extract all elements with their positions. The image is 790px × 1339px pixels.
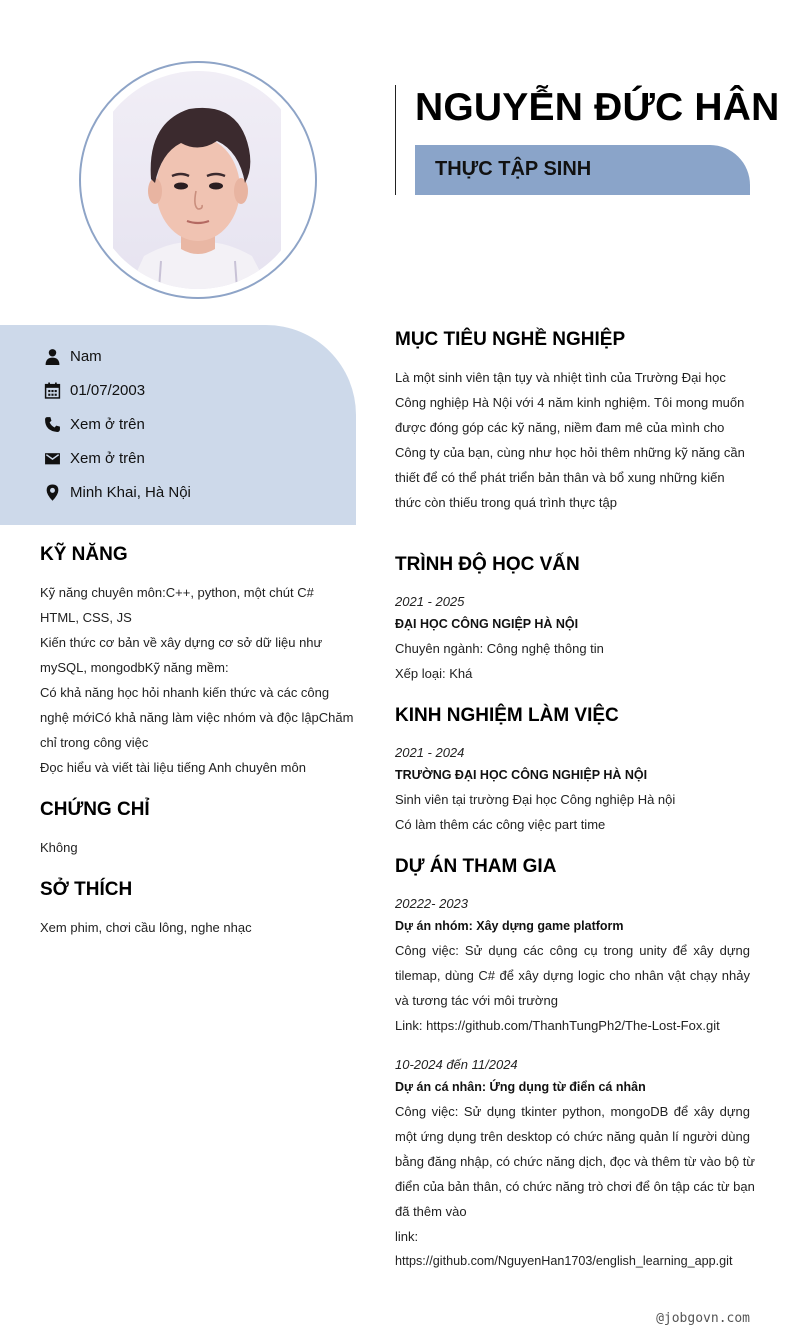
candidate-name: NGUYỄN ĐỨC HÂN xyxy=(415,86,780,129)
contact-birthday xyxy=(44,379,145,401)
skills-line: HTML, CSS, JS xyxy=(40,610,132,625)
education-school: ĐẠI HỌC CÔNG NGIỆP HÀ NỘI xyxy=(395,617,579,631)
project-desc-line: và tương tác với môi trường xyxy=(395,993,558,1008)
phone-icon xyxy=(44,416,61,433)
experience-line: Có làm thêm các công việc part time xyxy=(395,817,606,832)
skills-line: chỉ trong công việc xyxy=(40,735,149,750)
contact-gender xyxy=(44,345,102,367)
contact-phone xyxy=(44,413,145,435)
project-desc-line: Công việc: Sử dụng các công cụ trong unity để xây dựng xyxy=(395,943,750,958)
contact-panel xyxy=(0,325,356,525)
position-title: THỰC TẬP SINH xyxy=(435,158,592,180)
contact-address xyxy=(44,481,191,503)
education-period: 2021 - 2025 xyxy=(395,594,465,609)
hobbies-text: Xem phim, chơi cầu lông, nghe nhạc xyxy=(40,920,252,935)
birthday-value: 01/07/2003 xyxy=(70,381,146,399)
experience-line: Sinh viên tại trường Đại học Công nghiệp Hà nội xyxy=(395,792,676,807)
experience-period: 2021 - 2024 xyxy=(395,745,465,760)
project-desc-line: Công việc: Sử dụng tkinter python, mongoDB để xây dựng xyxy=(395,1104,750,1119)
project-link[interactable]: https://github.com/NguyenHan1703/english_learning_app.git xyxy=(395,1254,733,1268)
skills-line: nghệ mớiCó khả năng làm việc nhóm và độc lậpChăm xyxy=(40,710,354,725)
skills-line: Đọc hiểu và viết tài liệu tiếng Anh chuyên môn xyxy=(40,760,306,775)
project-desc-line: tilemap, dùng C# để xây dựng logic cho nhân vật chạy nhảy xyxy=(395,968,750,983)
project-title: Dự án cá nhân: Ứng dụng từ điển cá nhân xyxy=(395,1080,646,1094)
objective-line: Công nghiệp Hà Nội với 4 năm kinh nghiệm. Tôi mong muốn xyxy=(395,395,745,410)
projects-heading: DỰ ÁN THAM GIA xyxy=(395,856,557,877)
project-link[interactable]: Link: https://github.com/ThanhTungPh2/The-Lost-Fox.git xyxy=(395,1018,720,1033)
objective-line: Là một sinh viên tận tụy và nhiệt tình của Trường Đại học xyxy=(395,370,726,385)
project-period: 10-2024 đến 11/2024 xyxy=(395,1057,518,1072)
skills-heading: KỸ NĂNG xyxy=(40,544,128,565)
address-value: Minh Khai, Hà Nội xyxy=(70,483,191,501)
project-desc-line: bằng đăng nhập, có chức năng dịch, đọc và thêm từ vào bộ từ xyxy=(395,1154,756,1169)
calendar-icon xyxy=(44,382,61,399)
education-heading: TRÌNH ĐỘ HỌC VẤN xyxy=(395,554,580,575)
skills-line: Có khả năng học hỏi nhanh kiến thức và các công xyxy=(40,685,330,700)
project-desc-line: điển của bản thân, có chức năng trò chơi để ôn tập các từ bạn xyxy=(395,1179,755,1194)
email-icon xyxy=(44,450,61,467)
avatar xyxy=(89,71,307,289)
certificates-heading: CHỨNG CHỈ xyxy=(40,799,150,820)
objective-line: được đóng góp các kỹ năng, niềm đam mê của mình cho xyxy=(395,420,725,435)
project-link-label: link: xyxy=(395,1229,419,1244)
project-period: 20222- 2023 xyxy=(395,896,469,911)
hobbies-heading: SỞ THÍCH xyxy=(40,879,133,900)
watermark: @jobgovn.com xyxy=(656,1311,750,1326)
education-major: Chuyên ngành: Công nghệ thông tin xyxy=(395,641,604,656)
phone-value: Xem ở trên xyxy=(70,415,145,433)
certificates-text: Không xyxy=(40,840,78,855)
objective-line: Công ty của bạn, cùng như học hỏi thêm những kỹ năng cần xyxy=(395,445,745,460)
project-desc-line: một ứng dụng trên desktop có chức năng quản lí người dùng xyxy=(395,1129,750,1144)
project-title: Dự án nhóm: Xây dựng game platform xyxy=(395,919,624,933)
skills-line: Kỹ năng chuyên môn:C++, python, một chút C# xyxy=(40,585,314,600)
position-banner xyxy=(415,145,750,195)
location-icon xyxy=(44,484,61,501)
contact-email xyxy=(44,447,145,469)
objective-line: thức còn thiếu trong quá trình thực tập xyxy=(395,495,617,510)
skills-line: Kiến thức cơ bản về xây dựng cơ sở dữ liệu như xyxy=(40,635,323,650)
experience-org: TRƯỜNG ĐẠI HỌC CÔNG NGHIỆP HÀ NỘI xyxy=(395,768,648,782)
experience-heading: KINH NGHIỆM LÀM VIỆC xyxy=(395,705,619,726)
project-desc-line: đã thêm vào xyxy=(395,1204,467,1219)
skills-line: mySQL, mongodbKỹ năng mềm: xyxy=(40,660,229,675)
objective-heading: MỤC TIÊU NGHỀ NGHIỆP xyxy=(395,329,626,350)
header-divider xyxy=(395,85,396,195)
email-value: Xem ở trên xyxy=(70,449,145,467)
person-icon xyxy=(44,348,61,365)
gender-value: Nam xyxy=(70,347,102,365)
education-grade: Xếp loại: Khá xyxy=(395,666,473,681)
objective-line: thiết để có thể phát triển bản thân và bổ xung những kiến xyxy=(395,470,725,485)
